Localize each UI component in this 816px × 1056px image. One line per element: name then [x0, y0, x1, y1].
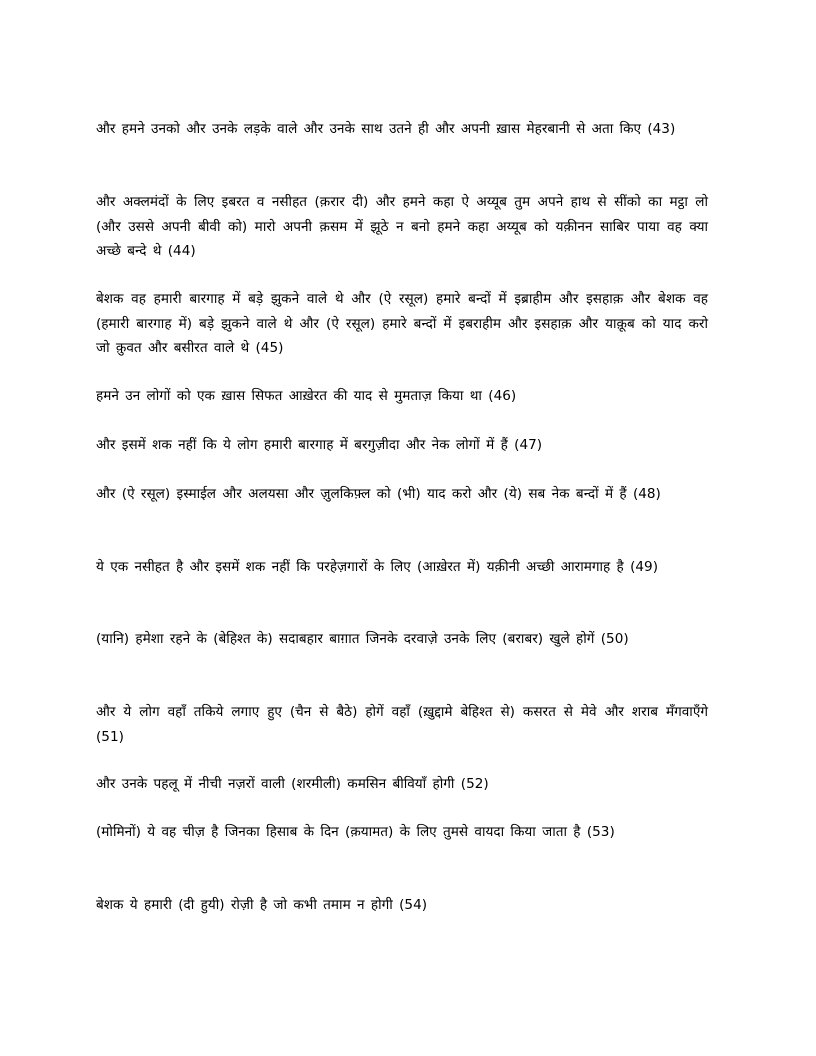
document-page — [96, 0, 708, 1056]
verse-48-paragraph: और (ऐ रसूल) इस्माईल और अलयसा और ज़ुलकिफ़्ल को (भी) याद करो और (ये) सब नेक बन्दों में हैं (48) — [96, 486, 661, 502]
verse-43-paragraph: और हमने उनको और उनके लड़के वाले और उनके साथ उतने ही और अपनी ख़ास मेहरबानी से अता किए (43) — [96, 121, 676, 137]
verse-49-paragraph: ये एक नसीहत है और इसमें शक नहीं कि परहेज़गारों के लिए (आख़ेरत में) यक़ीनी अच्छी आरामगाह है (49) — [96, 559, 659, 575]
verse-45-paragraph: बेशक वह हमारी बारगाह में बड़े झुकने वाले थे और (ऐ रसूल) हमारे बन्दों में इब्राहीम और इसहाक़ और बेशक वह (हमारी बारगाह में) बड़े झुकने वाले थे और (ऐ रसूल) हमारे बन्दों में इबराहीम और इसहाक़ और याक़ूब को याद करो जो क़ुवत और बसीरत वाले थे (45) — [96, 291, 708, 356]
verse-52-paragraph: और उनके पहलू में नीची नज़रों वाली (शरमीली) कमसिन बीवियाँ होगी (52) — [96, 776, 489, 792]
verse-53-paragraph: (मोमिनों) ये वह चीज़ है जिनका हिसाब के दिन (क़यामत) के लिए तुमसे वायदा किया जाता है (53) — [96, 824, 615, 840]
verse-47-paragraph: और इसमें शक नहीं कि ये लोग हमारी बारगाह में बरगुज़ीदा और नेक लोगों में हैं (47) — [96, 437, 543, 453]
verse-54-paragraph: बेशक ये हमारी (दी हुयी) रोज़ी है जो कभी तमाम न होगी (54) — [96, 897, 428, 913]
verse-50-paragraph: (यानि) हमेशा रहने के (बेहिश्त के) सदाबहार बाग़ात जिनके दरवाज़े उनके लिए (बराबर) खुले होगें (50) — [96, 631, 629, 647]
verse-44-paragraph: और अक्लमंदों के लिए इबरत व नसीहत (क़रार दी) और हमने कहा ऐ अय्यूब तुम अपने हाथ से सींको का मट्ठा लो (और उससे अपनी बीवी को) मारो अपनी क़सम में झूठे न बनो हमने कहा अय्यूब को यक़ीनन साबिर पाया वह क्या अच्छे बन्दे थे (44) — [96, 194, 708, 259]
verse-46-paragraph: हमने उन लोगों को एक ख़ास सिफत आख़ेरत की याद से मुमताज़ किया था (46) — [96, 388, 517, 404]
verse-51-paragraph: और ये लोग वहाँ तकिये लगाए हुए (चैन से बैठे) होगें वहाँ (ख़ुद्दामे बेहिश्त से) कसरत से मेवे और शराब मँगवाएँगे (51) — [96, 704, 708, 745]
